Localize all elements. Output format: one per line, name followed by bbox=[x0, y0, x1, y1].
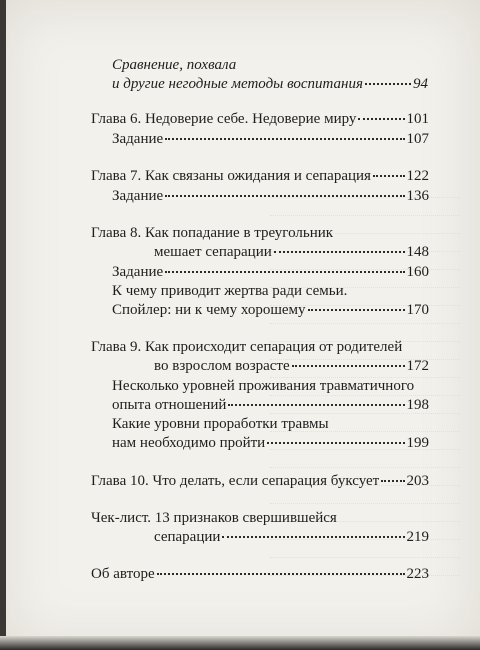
page-number: 94 bbox=[413, 76, 428, 92]
page-left-edge bbox=[0, 0, 6, 650]
section-title: Спойлер: ни к чему хорошему bbox=[112, 302, 306, 318]
leader-dots bbox=[274, 250, 405, 253]
toc-chapter-7 bbox=[91, 167, 429, 185]
page-bottom-edge bbox=[0, 636, 480, 650]
chapter-title: Глава 10. Что делать, если сепарация буксует bbox=[91, 473, 380, 489]
page-number: 136 bbox=[406, 188, 429, 204]
page-number: 219 bbox=[406, 529, 429, 545]
page-number: 148 bbox=[406, 244, 429, 260]
leader-dots bbox=[365, 82, 411, 85]
page-number: 203 bbox=[406, 473, 429, 489]
leader-dots bbox=[358, 117, 404, 120]
toc-entry-comparison bbox=[112, 75, 428, 93]
section-title: нам необходимо пройти bbox=[112, 435, 266, 451]
leader-dots bbox=[381, 479, 404, 482]
toc-chapter-8-task bbox=[112, 263, 429, 281]
page-number: 122 bbox=[406, 168, 429, 184]
leader-dots bbox=[267, 441, 404, 444]
page-number: 198 bbox=[406, 397, 429, 413]
toc-chapter-9 bbox=[154, 357, 429, 375]
toc-chapter-9-line1: Глава 9. Как происходит сепарация от родителей bbox=[91, 339, 403, 355]
leader-dots bbox=[308, 308, 405, 311]
leader-dots bbox=[165, 194, 404, 197]
page-number: 170 bbox=[406, 302, 429, 318]
page-number: 101 bbox=[406, 111, 429, 127]
toc-chapter-9-sec1 bbox=[112, 396, 429, 414]
task-title: Задание bbox=[112, 188, 164, 204]
leader-dots bbox=[157, 572, 405, 575]
toc-chapter-6 bbox=[91, 110, 429, 128]
chapter-title-cont: мешает сепарации bbox=[154, 244, 272, 260]
toc-chapter-9-sec1-line1: Несколько уровней проживания травматичного bbox=[112, 378, 415, 394]
page-number: 107 bbox=[406, 131, 429, 147]
page-number: 223 bbox=[406, 566, 429, 582]
toc-chapter-9-sec2 bbox=[112, 434, 429, 452]
toc-entry-comparison-line2: и другие негодные методы воспитания bbox=[112, 76, 363, 92]
toc-checklist-line1: Чек-лист. 13 признаков свершившейся bbox=[91, 510, 337, 526]
toc-checklist bbox=[154, 528, 429, 546]
chapter-title-cont: во взрослом возрасте bbox=[154, 358, 290, 374]
page-number: 160 bbox=[406, 264, 429, 280]
toc-chapter-6-task bbox=[112, 130, 429, 148]
section-title: опыта отношений bbox=[112, 397, 227, 413]
checklist-title-cont: сепарации bbox=[154, 529, 221, 545]
chapter-title: Глава 7. Как связаны ожидания и сепарация bbox=[91, 168, 371, 184]
leader-dots bbox=[165, 137, 404, 140]
toc-chapter-8-sub-line1: К чему приводит жертва ради семьи. bbox=[112, 283, 348, 299]
page-number: 172 bbox=[406, 358, 429, 374]
toc-chapter-8-sub bbox=[112, 301, 429, 319]
about-author-title: Об авторе bbox=[91, 566, 155, 582]
leader-dots bbox=[165, 270, 404, 273]
leader-dots bbox=[228, 403, 404, 406]
leader-dots bbox=[292, 364, 405, 367]
toc-chapter-8-line1: Глава 8. Как попадание в треугольник bbox=[91, 225, 334, 241]
task-title: Задание bbox=[112, 131, 164, 147]
leader-dots bbox=[222, 535, 404, 538]
page-number: 199 bbox=[406, 435, 429, 451]
chapter-title: Глава 6. Недоверие себе. Недоверие миру bbox=[91, 111, 357, 127]
toc-chapter-10 bbox=[91, 472, 429, 490]
toc-chapter-7-task bbox=[112, 187, 429, 205]
toc-about-author bbox=[91, 565, 429, 583]
toc-entry-comparison-line1: Сравнение, похвала bbox=[112, 57, 237, 73]
leader-dots bbox=[373, 174, 405, 177]
toc-chapter-9-sec2-line1: Какие уровни проработки травмы bbox=[112, 416, 329, 432]
task-title: Задание bbox=[112, 264, 164, 280]
toc-chapter-8 bbox=[154, 243, 429, 261]
